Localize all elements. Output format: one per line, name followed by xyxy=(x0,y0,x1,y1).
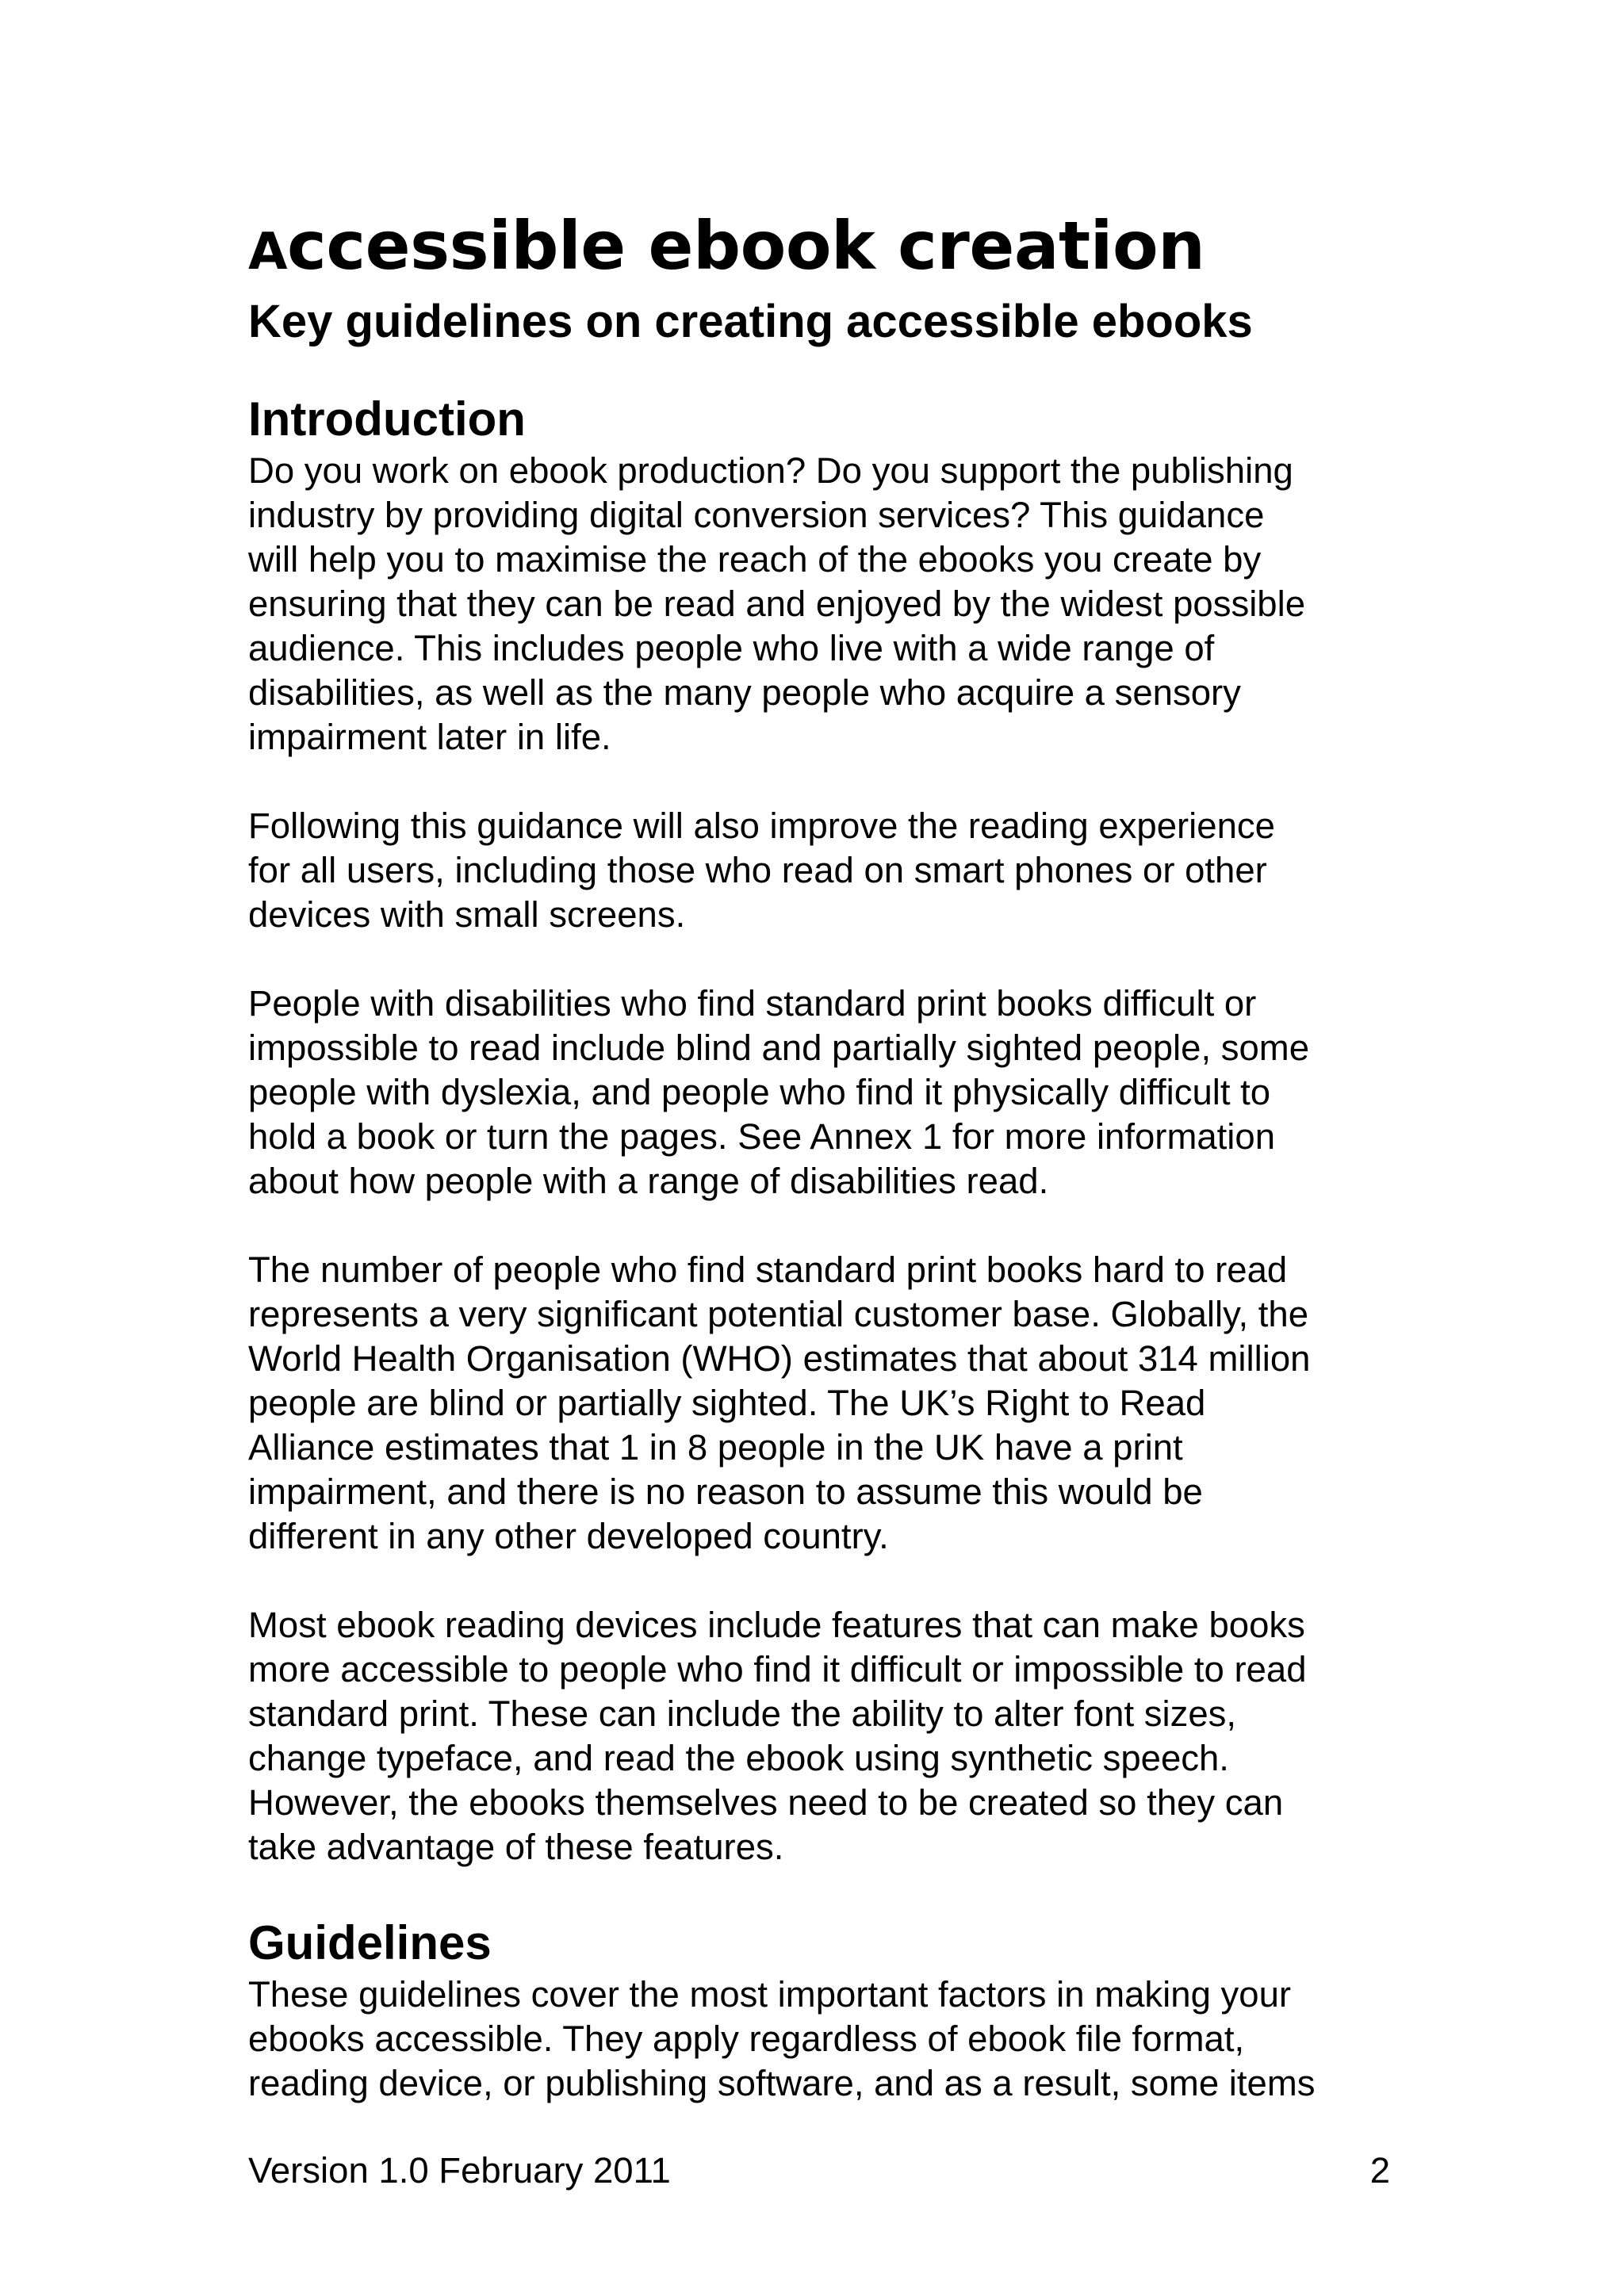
text-line: audience. This includes people who live with a wide range of xyxy=(248,628,1215,668)
text-line: people are blind or partially sighted. The UK’s Right to Read xyxy=(248,1383,1206,1423)
title-initial: A xyxy=(248,223,288,281)
document-page xyxy=(248,206,1398,2106)
text-line: World Health Organisation (WHO) estimates that about 314 million xyxy=(248,1338,1311,1379)
text-line: different in any other developed country. xyxy=(248,1516,889,1556)
document-title xyxy=(248,206,1398,292)
document-subtitle: Key guidelines on creating accessible ebooks xyxy=(248,296,1253,347)
title-text: ccessible ebook creation xyxy=(287,207,1205,285)
introduction-paragraph-2 xyxy=(248,804,1398,937)
text-line: impairment, and there is no reason to assume this would be xyxy=(248,1471,1203,1512)
guidelines-paragraph-1 xyxy=(248,1973,1398,2106)
text-line: standard print. These can include the ability to alter font sizes, xyxy=(248,1693,1237,1734)
text-line: impossible to read include blind and partially sighted people, some xyxy=(248,1027,1310,1068)
text-line: These guidelines cover the most important factors in making your xyxy=(248,1974,1292,2015)
guidelines-section xyxy=(248,1914,1398,2106)
text-line: people with dyslexia, and people who find it physically difficult to xyxy=(248,1072,1271,1112)
text-line: People with disabilities who find standard print books difficult or xyxy=(248,983,1257,1024)
text-line: change typeface, and read the ebook using synthetic speech. xyxy=(248,1738,1229,1778)
text-line: represents a very significant potential customer base. Globally, the xyxy=(248,1294,1309,1334)
introduction-section xyxy=(248,390,1398,1869)
text-line: for all users, including those who read on smart phones or other xyxy=(248,850,1267,890)
text-line: disabilities, as well as the many people who acquire a sensory xyxy=(248,672,1241,713)
text-line: However, the ebooks themselves need to be created so they can xyxy=(248,1782,1284,1823)
guidelines-heading: Guidelines xyxy=(248,1916,492,1969)
page-footer xyxy=(248,2149,1390,2193)
text-line: hold a book or turn the pages. See Annex 1 for more information xyxy=(248,1116,1276,1157)
introduction-paragraph-4 xyxy=(248,1248,1398,1559)
text-line: Do you work on ebook production? Do you support the publishing xyxy=(248,450,1293,491)
introduction-paragraph-5 xyxy=(248,1603,1398,1869)
text-line: impairment later in life. xyxy=(248,717,611,757)
text-line: reading device, or publishing software, and as a result, some items xyxy=(248,2063,1316,2103)
text-line: industry by providing digital conversion services? This guidance xyxy=(248,495,1265,535)
text-line: about how people with a range of disabilities read. xyxy=(248,1161,1049,1201)
introduction-paragraph-3 xyxy=(248,982,1398,1203)
text-line: Alliance estimates that 1 in 8 people in the UK have a print xyxy=(248,1427,1183,1468)
text-line: Most ebook reading devices include features that can make books xyxy=(248,1605,1305,1645)
introduction-heading: Introduction xyxy=(248,392,526,446)
version-label: Version 1.0 February 2011 xyxy=(248,2150,671,2191)
text-line: Following this guidance will also improve the reading experience xyxy=(248,806,1275,846)
text-line: ebooks accessible. They apply regardless of ebook file format, xyxy=(248,2019,1245,2059)
text-line: The number of people who find standard print books hard to read xyxy=(248,1249,1288,1290)
text-line: take advantage of these features. xyxy=(248,1827,784,1867)
introduction-paragraph-1 xyxy=(248,449,1398,760)
page-number: 2 xyxy=(1369,2150,1390,2191)
text-line: ensuring that they can be read and enjoyed by the widest possible xyxy=(248,584,1306,624)
text-line: devices with small screens. xyxy=(248,894,686,935)
text-line: more accessible to people who find it difficult or impossible to read xyxy=(248,1649,1307,1689)
text-line: will help you to maximise the reach of the ebooks you create by xyxy=(248,539,1262,580)
